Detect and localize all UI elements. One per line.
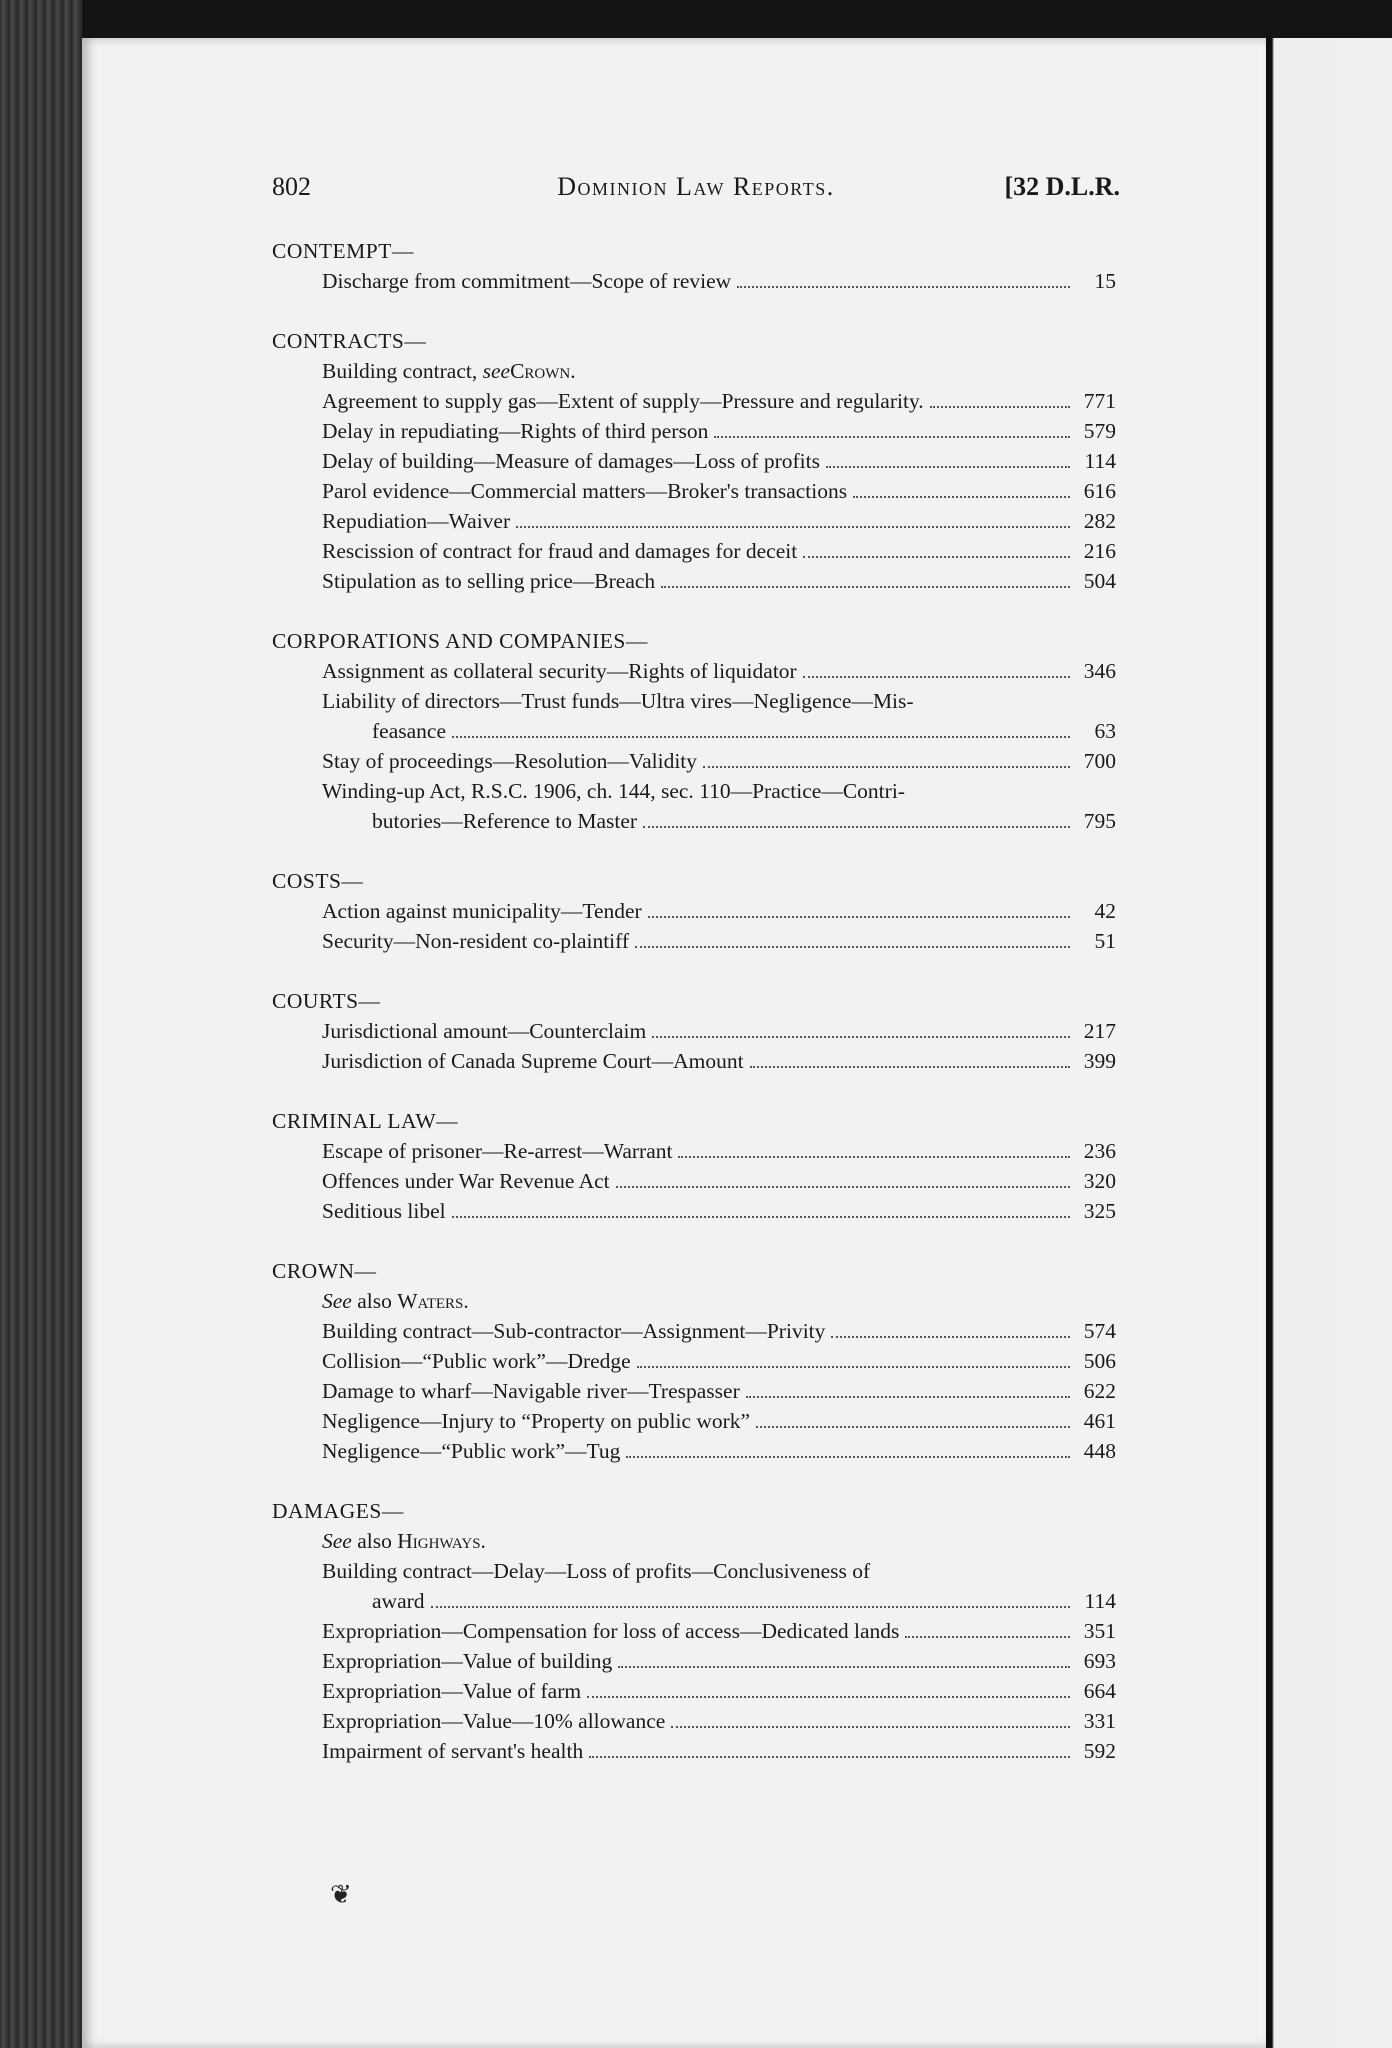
index-content — [272, 236, 1116, 1796]
entry-text: Repudiation—Waiver — [322, 509, 511, 533]
note-target: Waters. — [397, 1289, 469, 1313]
page-number: 802 — [272, 172, 311, 201]
index-entry — [272, 1046, 1116, 1076]
section-heading: COURTS— — [272, 989, 381, 1013]
section-heading: CRIMINAL LAW— — [272, 1109, 459, 1133]
index-entry — [272, 416, 1116, 446]
dot-leader — [671, 1726, 1070, 1728]
entry-text: butories—Reference to Master — [372, 809, 638, 833]
note-italic: See — [322, 1289, 352, 1313]
entry-text: Damage to wharf—Navigable river—Trespasser — [322, 1379, 740, 1403]
entry-text: Stipulation as to selling price—Breach — [322, 569, 656, 593]
ink-mark-icon: ❦ — [330, 1880, 352, 1909]
index-section — [272, 1256, 1116, 1466]
note-italic: see — [482, 359, 511, 383]
index-entry — [272, 746, 1116, 776]
dot-leader — [516, 526, 1070, 528]
index-entry — [272, 686, 1116, 746]
index-entry — [272, 776, 1116, 836]
index-entry — [272, 1196, 1116, 1226]
index-section — [272, 326, 1116, 596]
index-entry — [272, 1556, 1116, 1616]
index-entry — [272, 656, 1116, 686]
page-reference: 114 — [1084, 1589, 1116, 1613]
entry-text: Liability of directors—Trust funds—Ultra vires—Negligence—Mis- — [322, 689, 914, 713]
entry-text: award — [372, 1589, 425, 1613]
page-reference: 616 — [1083, 479, 1116, 503]
book-spine — [0, 0, 82, 2048]
entry-text: Escape of prisoner—Re-arrest—Warrant — [322, 1139, 673, 1163]
dot-leader — [652, 1036, 1070, 1038]
entry-text: Expropriation—Compensation for loss of access—Dedicated lands — [322, 1619, 900, 1643]
index-entry — [272, 926, 1116, 956]
section-heading: CONTRACTS— — [272, 329, 427, 353]
page-reference: 51 — [1094, 929, 1116, 953]
entry-text: Delay in repudiating—Rights of third person — [322, 419, 709, 443]
entry-text: Expropriation—Value of farm — [322, 1679, 582, 1703]
dot-leader — [637, 1366, 1070, 1368]
entry-text: Expropriation—Value—10% allowance — [322, 1709, 666, 1733]
page-reference: 592 — [1083, 1739, 1116, 1763]
running-title: Dominion Law Reports. — [557, 172, 835, 201]
page-reference: 579 — [1083, 419, 1116, 443]
section-heading: CONTEMPT— — [272, 239, 414, 263]
facing-page-edge — [1266, 38, 1392, 2048]
entry-text: Parol evidence—Commercial matters—Broker's transactions — [322, 479, 848, 503]
page-reference: 461 — [1083, 1409, 1116, 1433]
entry-text: Stay of proceedings—Resolution—Validity — [322, 749, 698, 773]
entry-text: Jurisdictional amount—Counterclaim — [322, 1019, 647, 1043]
index-entry — [272, 566, 1116, 596]
entry-text: Negligence—Injury to “Property on public work” — [322, 1409, 751, 1433]
scan-top-band — [0, 0, 1392, 38]
index-entry — [272, 386, 1116, 416]
cross-reference-note — [272, 1286, 1116, 1316]
page-reference: 42 — [1094, 899, 1116, 923]
section-heading: COSTS— — [272, 869, 364, 893]
dot-leader — [661, 586, 1070, 588]
dot-leader — [431, 1606, 1070, 1608]
page-reference: 664 — [1083, 1679, 1116, 1703]
entry-text: Winding-up Act, R.S.C. 1906, ch. 144, sec. 110—Practice—Contri- — [322, 779, 905, 803]
dot-leader — [643, 826, 1070, 828]
entry-text: Agreement to supply gas—Extent of supply—Pressure and regularity. — [322, 389, 924, 413]
section-heading: DAMAGES— — [272, 1499, 404, 1523]
entry-text: Building contract—Delay—Loss of profits—Conclusiveness of — [322, 1559, 871, 1583]
index-entry — [272, 506, 1116, 536]
dot-leader — [616, 1186, 1070, 1188]
index-section — [272, 236, 1116, 296]
page-reference: 320 — [1083, 1169, 1116, 1193]
note-target: Crown. — [510, 359, 576, 383]
page-reference: 700 — [1083, 749, 1116, 773]
cross-reference-note — [272, 356, 1116, 386]
dot-leader — [853, 496, 1070, 498]
index-entry — [272, 1646, 1116, 1676]
entry-text: Seditious libel — [322, 1199, 446, 1223]
dot-leader — [737, 286, 1070, 288]
entry-text: Expropriation—Value of building — [322, 1649, 613, 1673]
entry-text: Assignment as collateral security—Rights of liquidator — [322, 659, 797, 683]
index-entry — [272, 536, 1116, 566]
entry-text: Impairment of servant's health — [322, 1739, 584, 1763]
dot-leader — [826, 466, 1070, 468]
volume-reference: [32 D.L.R. — [1004, 172, 1120, 201]
index-entry — [272, 1736, 1116, 1766]
page-reference: 282 — [1083, 509, 1116, 533]
index-section — [272, 986, 1116, 1076]
index-section — [272, 1496, 1116, 1766]
entry-text: Rescission of contract for fraud and damages for deceit — [322, 539, 798, 563]
page-reference: 236 — [1083, 1139, 1116, 1163]
entry-text: Negligence—“Public work”—Tug — [322, 1439, 621, 1463]
dot-leader — [587, 1696, 1070, 1698]
dot-leader — [750, 1066, 1070, 1068]
index-entry — [272, 1436, 1116, 1466]
index-entry — [272, 896, 1116, 926]
dot-leader — [452, 1216, 1070, 1218]
index-entry — [272, 1706, 1116, 1736]
dot-leader — [452, 736, 1070, 738]
dot-leader — [678, 1156, 1070, 1158]
page-reference: 795 — [1083, 809, 1116, 833]
index-entry — [272, 1346, 1116, 1376]
index-entry — [272, 1676, 1116, 1706]
index-entry — [272, 1166, 1116, 1196]
entry-text: Building contract—Sub-contractor—Assignment—Privity — [322, 1319, 826, 1343]
cross-reference-note — [272, 1526, 1116, 1556]
page-reference: 399 — [1083, 1049, 1116, 1073]
page-reference: 217 — [1083, 1019, 1116, 1043]
dot-leader — [831, 1336, 1070, 1338]
page-reference: 622 — [1083, 1379, 1116, 1403]
note-target: Highways. — [397, 1529, 486, 1553]
dot-leader — [626, 1456, 1070, 1458]
dot-leader — [803, 556, 1070, 558]
page-reference: 63 — [1094, 719, 1116, 743]
page-reference: 346 — [1083, 659, 1116, 683]
dot-leader — [714, 436, 1070, 438]
entry-text: Action against municipality—Tender — [322, 899, 642, 923]
index-section — [272, 626, 1116, 836]
entry-text: feasance — [372, 719, 446, 743]
page-reference: 114 — [1084, 449, 1116, 473]
index-entry — [272, 1136, 1116, 1166]
page-reference: 15 — [1094, 269, 1116, 293]
index-entry — [272, 1616, 1116, 1646]
dot-leader — [703, 766, 1070, 768]
page-reference: 506 — [1083, 1349, 1116, 1373]
dot-leader — [756, 1426, 1070, 1428]
page-reference: 504 — [1083, 569, 1116, 593]
entry-text: Jurisdiction of Canada Supreme Court—Amount — [322, 1049, 744, 1073]
entry-text: Collision—“Public work”—Dredge — [322, 1349, 631, 1373]
note-prefix: Building contract, — [322, 359, 483, 383]
index-entry — [272, 1016, 1116, 1046]
page-reference: 771 — [1083, 389, 1116, 413]
index-entry — [272, 1316, 1116, 1346]
index-entry — [272, 1376, 1116, 1406]
note-italic: See — [322, 1529, 352, 1553]
page-reference: 331 — [1083, 1709, 1116, 1733]
dot-leader — [635, 946, 1070, 948]
page-reference: 325 — [1083, 1199, 1116, 1223]
note-mid: also — [351, 1289, 398, 1313]
page-reference: 574 — [1083, 1319, 1116, 1343]
page-reference: 448 — [1083, 1439, 1116, 1463]
page-reference: 216 — [1083, 539, 1116, 563]
dot-leader — [746, 1396, 1070, 1398]
index-entry — [272, 476, 1116, 506]
index-section — [272, 1106, 1116, 1226]
entry-text: Security—Non-resident co-plaintiff — [322, 929, 630, 953]
page-header — [272, 172, 1120, 206]
entry-text: Offences under War Revenue Act — [322, 1169, 610, 1193]
dot-leader — [648, 916, 1070, 918]
section-heading: CORPORATIONS AND COMPANIES— — [272, 629, 648, 653]
index-entry — [272, 266, 1116, 296]
dot-leader — [803, 676, 1070, 678]
section-heading: CROWN— — [272, 1259, 377, 1283]
index-entry — [272, 446, 1116, 476]
note-mid: also — [351, 1529, 398, 1553]
page-reference: 351 — [1083, 1619, 1116, 1643]
index-section — [272, 866, 1116, 956]
entry-text: Discharge from commitment—Scope of review — [322, 269, 732, 293]
index-entry — [272, 1406, 1116, 1436]
dot-leader — [589, 1756, 1070, 1758]
dot-leader — [618, 1666, 1070, 1668]
entry-text: Delay of building—Measure of damages—Loss of profits — [322, 449, 820, 473]
dot-leader — [905, 1636, 1070, 1638]
dot-leader — [930, 406, 1070, 408]
page-reference: 693 — [1083, 1649, 1116, 1673]
